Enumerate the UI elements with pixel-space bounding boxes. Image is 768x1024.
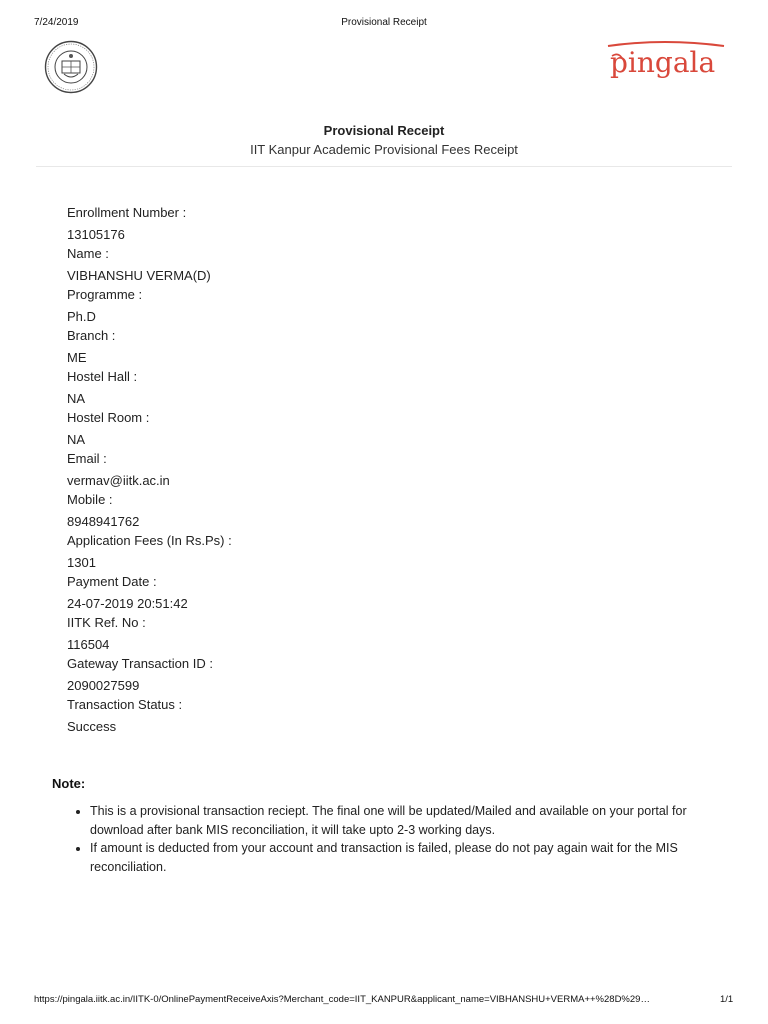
field-value: VIBHANSHU VERMA(D) xyxy=(67,268,211,283)
field-value: vermav@iitk.ac.in xyxy=(67,473,170,488)
field-value: 8948941762 xyxy=(67,514,140,529)
field-programme xyxy=(67,287,687,328)
receipt-title: Provisional Receipt xyxy=(323,123,445,138)
print-date: 7/24/2019 xyxy=(34,17,79,28)
field-value: ME xyxy=(67,350,87,365)
pingala-logo xyxy=(604,36,728,86)
field-label: Hostel Hall : xyxy=(67,369,138,384)
field-value: NA xyxy=(67,432,86,447)
print-title: Provisional Receipt xyxy=(341,17,427,28)
field-value: Ph.D xyxy=(67,309,96,324)
field-label: Programme : xyxy=(67,287,143,302)
field-hostel-hall xyxy=(67,369,687,410)
field-value: 2090027599 xyxy=(67,678,140,693)
field-value: Success xyxy=(67,719,117,734)
note-item: • If amount is deducted from your account and transaction is failed, please do not pay again wait for the MIS reconciliation. xyxy=(90,839,730,876)
iitk-seal-icon xyxy=(44,40,98,94)
field-label: Email : xyxy=(67,451,107,466)
note-title: Note: xyxy=(52,776,86,791)
field-label: IITK Ref. No : xyxy=(67,615,146,630)
page-number: 1/1 xyxy=(720,994,734,1005)
field-hostel-room xyxy=(67,410,687,451)
field-label: Application Fees (In Rs.Ps) : xyxy=(67,533,232,548)
receipt-fields xyxy=(67,205,687,738)
field-label: Name : xyxy=(67,246,109,261)
field-mobile xyxy=(67,492,687,533)
field-enrollment-number xyxy=(67,205,687,246)
field-transaction-status xyxy=(67,697,687,738)
note-item: • This is a provisional transaction reciept. The final one will be updated/Mailed and available on your portal for download after bank MIS reconciliation, it will take upto 2-3 working days. xyxy=(90,802,730,839)
field-name xyxy=(67,246,687,287)
field-value: 13105176 xyxy=(67,227,125,242)
field-payment-date xyxy=(67,574,687,615)
field-label: Gateway Transaction ID : xyxy=(67,656,213,671)
field-email xyxy=(67,451,687,492)
field-label: Enrollment Number : xyxy=(67,205,187,220)
field-label: Branch : xyxy=(67,328,116,343)
header-divider xyxy=(36,166,732,167)
field-gateway-transaction-id xyxy=(67,656,687,697)
field-value: 116504 xyxy=(67,637,110,652)
field-iitk-ref-no xyxy=(67,615,687,656)
field-value: 24-07-2019 20:51:42 xyxy=(67,596,188,611)
footer-url: https://pingala.iitk.ac.in/IITK-0/OnlinePaymentReceiveAxis?Merchant_code=IIT_KANPUR&applicant_name=VIBHANSHU+VERMA++%28D%29… xyxy=(34,994,650,1005)
field-label: Payment Date : xyxy=(67,574,157,589)
field-value: 1301 xyxy=(67,555,96,570)
field-application-fees xyxy=(67,533,687,574)
field-branch xyxy=(67,328,687,369)
note-list xyxy=(74,802,730,876)
field-label: Mobile : xyxy=(67,492,113,507)
field-label: Hostel Room : xyxy=(67,410,150,425)
pingala-logo-text: pingala xyxy=(610,46,716,79)
field-label: Transaction Status : xyxy=(67,697,183,712)
field-value: NA xyxy=(67,391,86,406)
receipt-subtitle: IIT Kanpur Academic Provisional Fees Receipt xyxy=(250,142,518,157)
